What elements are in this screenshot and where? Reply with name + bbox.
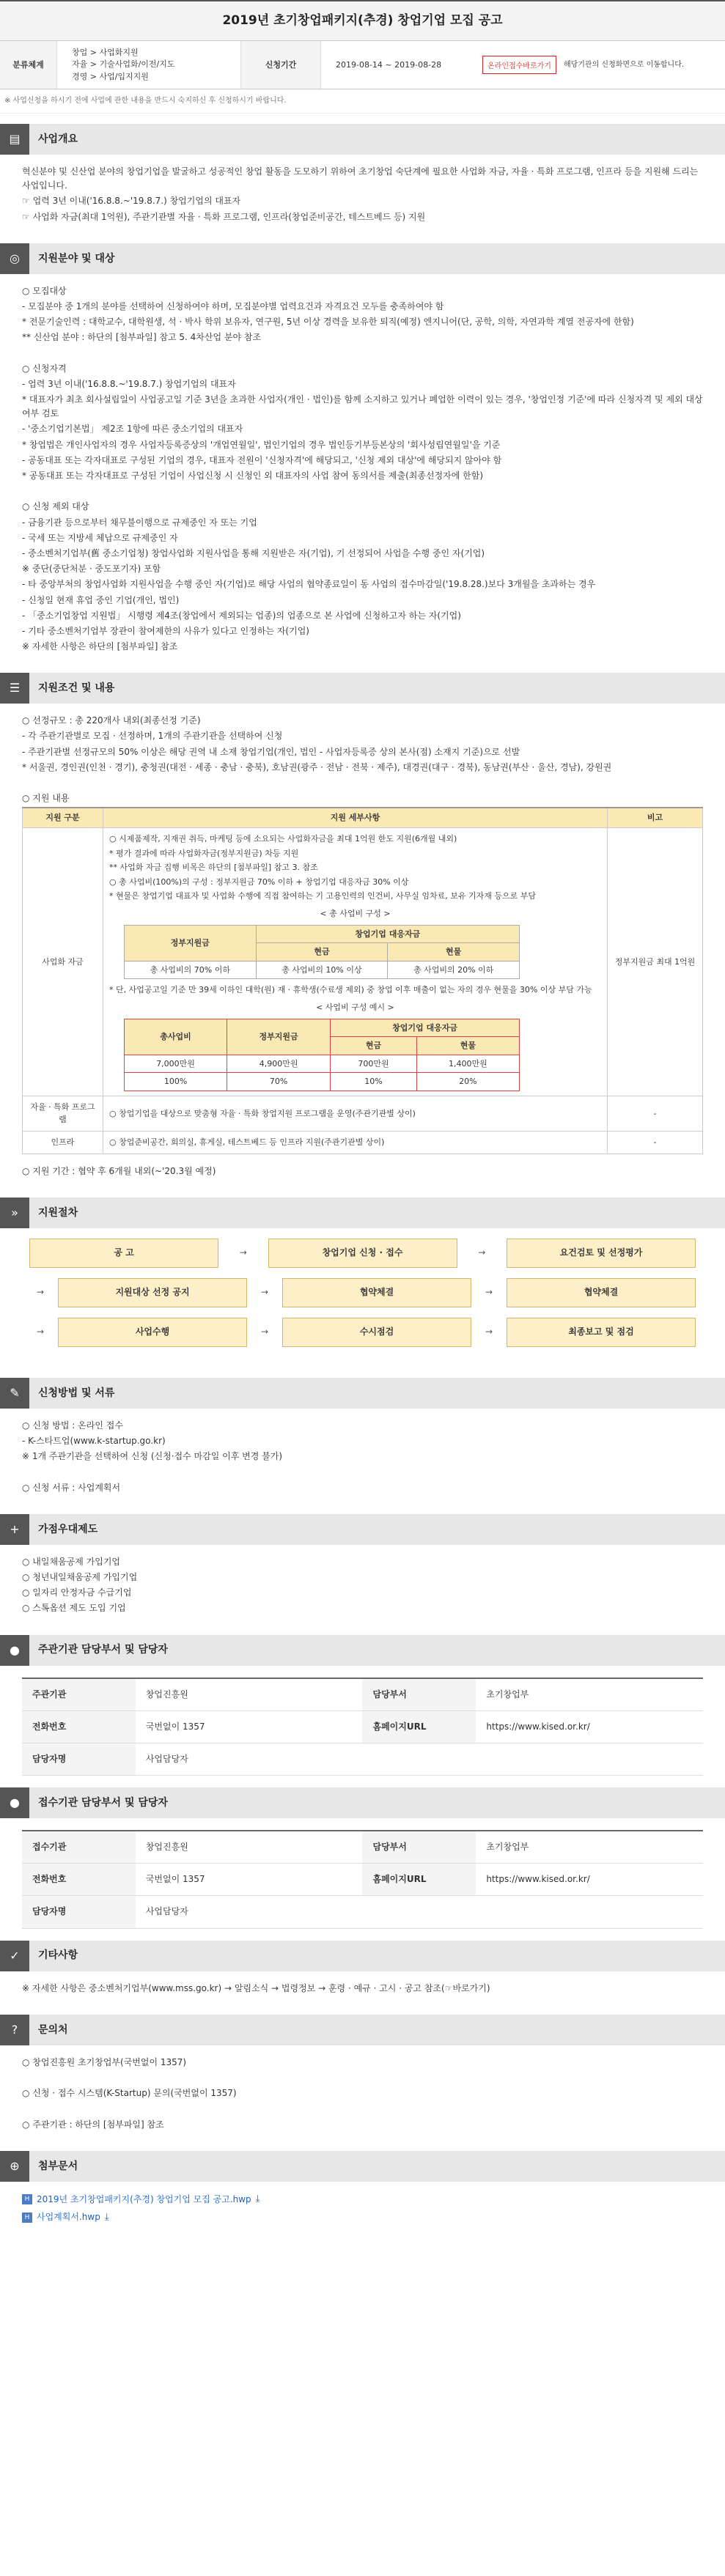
table-cell: 총 사업비의 70% 이하 <box>125 961 257 979</box>
caption: < 사업비 구성 예시 > <box>316 1002 394 1012</box>
text-line <box>22 484 703 498</box>
section-title: 기타사항 <box>38 1949 78 1962</box>
table-header: 담당부서 <box>362 1678 476 1711</box>
section-title: 첨부문서 <box>38 2160 78 2172</box>
table-cell <box>476 1743 703 1775</box>
table-cell: 창업진흥원 <box>136 1831 363 1864</box>
text-line: - 주관기관별 선정규모의 50% 이상은 해당 권역 내 소재 창업기업(개인, 법인 - 사업자등록증 상의 본사(점) 소재지 기준)으로 선발 <box>22 746 520 757</box>
table-header: 담당자명 <box>22 1743 136 1775</box>
table-header: 비고 <box>608 808 703 827</box>
text-line: ** 사업화 자금 집행 비목은 하단의 [첨부파일] 참고 3. 참조 <box>109 863 318 873</box>
text-line: * 전문기술인력 : 대학교수, 대학원생, 석 · 박사 학위 보유자, 연구원, 5년 이상 경력을 보유한 퇴직(예정) 엔지니어(단, 공학, 의학, 자연과학 계열 전공자에 한함) <box>22 317 634 328</box>
text-line: * 창업법은 개인사업자의 경우 사업자등록증상의 '개업연월일', 법인기업의 경우 법인등기부등본상의 '회사성립연월일'을 기준 <box>22 439 501 450</box>
text-line: ※ 중단(중단처분 · 중도포기자) 포함 <box>22 564 161 575</box>
attachment-list <box>0 2182 725 2239</box>
text-line: ※ 1개 주관기관을 선택하여 신청 (신청·접수 마감일 이후 변경 불가) <box>22 1451 282 1462</box>
section-title: 지원조건 및 내용 <box>38 682 115 695</box>
text-line: - 기타 중소벤처기업부 장관이 참여제한의 사유가 있다고 인정하는 자(기업) <box>22 625 309 636</box>
section-title: 사업개요 <box>38 133 78 145</box>
section-body <box>0 704 725 1187</box>
table-cell: 10% <box>331 1073 417 1091</box>
text-line: - 신청일 현재 휴업 중인 기업(개인, 법인) <box>22 594 180 605</box>
text-line: - '중소기업기본법」 제2조 1항에 따른 중소기업의 대표자 <box>22 424 243 435</box>
category-item: 창업 > 사업화지원 <box>72 47 139 57</box>
table-header: 현금 <box>256 943 388 962</box>
text-line <box>22 347 703 361</box>
hwp-file-icon: H <box>22 2213 32 2223</box>
text-line: - 공동대표 또는 각자대표로 구성된 기업의 경우, 대표자 전원이 '신청자격'에 해당되고, '신청 제외 대상'에 해당되지 않아야 함 <box>22 454 502 465</box>
section-header <box>0 1514 725 1545</box>
text-line: * 평가 결과에 따라 사업화자금(정부지원금) 차등 지원 <box>109 848 299 858</box>
section-header <box>0 1787 725 1818</box>
table-header: 전화번호 <box>22 1710 136 1743</box>
download-icon[interactable]: ⤓ <box>255 2193 260 2204</box>
text-line: ○ 내일채움공제 가입기업 <box>22 1556 121 1567</box>
table-cell: 1,400만원 <box>416 1055 519 1073</box>
download-icon[interactable]: ⤓ <box>104 2211 109 2223</box>
table-header: 주관기관 <box>22 1678 136 1711</box>
table-header: 전화번호 <box>22 1864 136 1896</box>
text-line: ※ 자세한 사항은 하단의 [첨부파일] 참조 <box>22 641 178 652</box>
table-cell <box>476 1896 703 1928</box>
table-header: 정부지원금 <box>125 925 257 961</box>
section-title: 지원절차 <box>38 1206 78 1219</box>
section-header <box>0 1197 725 1228</box>
section-body <box>0 2045 725 2141</box>
table-header: 정부지원금 <box>227 1019 331 1055</box>
section-header <box>0 1941 725 1971</box>
table-header: 접수기관 <box>22 1831 136 1864</box>
table-cell: 자율 · 특화 프로그램 <box>23 1096 103 1131</box>
table-header: 홈페이지URL <box>362 1710 476 1743</box>
attachment-item <box>22 2210 703 2226</box>
text-line: ○ 일자리 안정자금 수급기업 <box>22 1587 132 1598</box>
online-apply-button[interactable]: 온라인접수바로가기 <box>482 56 556 74</box>
question-icon: ? <box>0 2015 29 2045</box>
section-header <box>0 124 725 155</box>
process-step: 최종보고 및 점검 <box>507 1318 696 1347</box>
table-cell: 정부지원금 최대 1억원 <box>608 827 703 1096</box>
table-cell: 사업화 자금 <box>23 827 103 1096</box>
table-cell: 4,900만원 <box>227 1055 331 1073</box>
section-body <box>0 155 725 233</box>
section-header <box>0 1378 725 1409</box>
section-header <box>0 673 725 704</box>
text-line: ○ 신청 · 접수 시스템(K-Startup) 문의(국번없이 1357) <box>22 2088 237 2099</box>
text-line: - 국세 또는 지방세 체납으로 규제중인 자 <box>22 532 178 543</box>
contact-table <box>22 1678 703 1776</box>
section-header <box>0 243 725 274</box>
text-line: * 서울권, 경인권(인천 · 경기), 충청권(대전 · 세종 · 충남 · 충북), 호남권(광주 · 전남 · 전북 · 제주), 대경권(대구 · 경북), 동남권(부산 · 울산, 경남), 강원권 <box>22 761 612 772</box>
text-line: ○ 지원 내용 <box>22 793 70 804</box>
table-cell: 국번없이 1357 <box>136 1864 363 1896</box>
text-line: ○ 총 사업비(100%)의 구성 : 정부지원금 70% 이하 + 창업기업 대응자금 30% 이상 <box>109 876 409 887</box>
category-list <box>57 47 240 84</box>
contact-table <box>22 1830 703 1929</box>
category-label: 분류체계 <box>0 41 57 89</box>
text-line: ○ 주관기관 : 하단의 [첨부파일] 참조 <box>22 2119 164 2130</box>
text-line: ○ 창업진흥원 초기창업부(국번없이 1357) <box>22 2056 187 2067</box>
section-title: 가점우대제도 <box>38 1523 98 1535</box>
process-flow <box>0 1228 725 1368</box>
table-cell: https://www.kised.or.kr/ <box>476 1710 703 1743</box>
section-body <box>0 1409 725 1504</box>
table-header: 지원 세부사항 <box>103 808 608 827</box>
process-step: 공 고 <box>29 1239 218 1268</box>
section-title: 접수기관 담당부서 및 담당자 <box>38 1796 168 1809</box>
table-header: 담당자명 <box>22 1896 136 1928</box>
process-step: 사업수행 <box>58 1318 247 1347</box>
table-cell: 100% <box>125 1073 227 1091</box>
text-line: * 공동대표 또는 각자대표로 구성된 기업이 사업신청 시 신청인 외 대표자의 사업 참여 동의서를 제출(최종선정자에 한함) <box>22 470 484 481</box>
section-title: 문의처 <box>38 2023 68 2036</box>
document-icon: ▤ <box>0 124 29 155</box>
hwp-file-icon: H <box>22 2194 32 2204</box>
text-line: - 「중소기업창업 지원법」 시행령 제4조(창업에서 제외되는 업종)의 업종으로 본 사업에 신청하고자 하는 자(기업) <box>22 610 461 621</box>
plus-icon: + <box>0 1514 29 1545</box>
example-table <box>124 1019 520 1091</box>
text-line: - 모집분야 중 1개의 분야를 선택하여 신청하여야 하며, 모집분야별 업력요건과 자격요건 모두를 충족하여야 함 <box>22 300 444 311</box>
text-line: ○ 신청 서류 : 사업계획서 <box>22 1482 121 1493</box>
table-header: 담당부서 <box>362 1831 476 1864</box>
table-cell <box>103 827 608 1096</box>
user-icon: ● <box>0 1787 29 1818</box>
table-header: 창업기업 대응자금 <box>256 925 519 943</box>
text-line: ** 신산업 분야 : 하단의 [첨부파일] 참고 5. 4차산업 분야 참조 <box>22 332 262 343</box>
process-step: 협약체결 <box>507 1278 696 1307</box>
attachment-icon: ⊕ <box>0 2151 29 2182</box>
arrow-icon: → <box>239 1247 247 1258</box>
budget-table <box>124 925 520 980</box>
support-period: ○ 지원 기간 : 협약 후 6개월 내외(~'20.3월 예정) <box>22 1165 216 1176</box>
table-header: 창업기업 대응자금 <box>331 1019 520 1037</box>
text-line: ○ 신청자격 <box>22 363 67 374</box>
text-line <box>22 2071 703 2085</box>
meta-row <box>0 41 725 89</box>
table-cell: 사업담당자 <box>136 1743 363 1775</box>
section-title: 지원분야 및 대상 <box>38 252 115 265</box>
text-line: ☞ 사업화 자금(최대 1억원), 주관기관별 자율 · 특화 프로그램, 인프라(창업준비공간, 테스트베드 등) 지원 <box>22 211 426 222</box>
process-step: 협약체결 <box>282 1278 471 1307</box>
table-header: 총사업비 <box>125 1019 227 1055</box>
text-line: - 타 중앙부처의 창업사업화 지원사업을 수행 중인 자(기업)로 해당 사업의 협약종료일이 동 사업의 접수마감일('19.8.28.)보다 3개월을 초과하는 경우 <box>22 579 596 590</box>
section-body <box>0 274 725 663</box>
attachment-item <box>22 2192 703 2207</box>
text-line: * 현물은 창업기업 대표자 및 사업화 수행에 직접 참여하는 기 고용인력의 인건비, 사무실 임차료, 보유 기자재 등으로 부담 <box>109 891 536 901</box>
arrow-icon: → <box>485 1287 493 1298</box>
section-header <box>0 1635 725 1666</box>
page-title: 2019년 초기창업패키지(추경) 창업기업 모집 공고 <box>222 12 503 28</box>
arrow-icon: → <box>478 1247 486 1258</box>
table-cell: ○ 창업기업을 대상으로 맞춤형 자율 · 특화 창업지원 프로그램을 운영(주관기관별 상이) <box>103 1096 608 1131</box>
text-line <box>22 2102 703 2116</box>
category-item: 경영 > 사업/입지지원 <box>72 71 149 81</box>
table-header <box>362 1743 476 1775</box>
text-line: ○ 신청 제외 대상 <box>22 501 89 512</box>
table-cell: 총 사업비의 20% 이하 <box>388 961 520 979</box>
table-cell: 총 사업비의 10% 이상 <box>256 961 388 979</box>
text-line: ○ 시제품제작, 지재권 취득, 마케팅 등에 소요되는 사업화자금을 최대 1억원 한도 지원(6개월 내외) <box>109 833 457 844</box>
text-line: - 각 주관기관별로 모집 · 선정하며, 1개의 주관기관을 선택하여 신청 <box>22 731 283 742</box>
table-cell: 사업담당자 <box>136 1896 363 1928</box>
notice-text: ※ 사업신청을 하시기 전에 사업에 관한 내용을 반드시 숙지하신 후 신청하시기 바랍니다. <box>0 89 725 114</box>
arrow-icon: → <box>36 1287 45 1298</box>
table-cell: - <box>608 1132 703 1154</box>
arrow-icon: → <box>485 1326 493 1337</box>
text-line <box>22 1465 703 1479</box>
table-header: 현물 <box>416 1037 519 1055</box>
text-line: - 업력 3년 이내('16.8.8.~'19.8.7.) 창업기업의 대표자 <box>22 378 236 389</box>
table-cell: ○ 창업준비공간, 회의실, 휴게실, 테스트베드 등 인프라 지원(주관기관별 상이) <box>103 1132 608 1154</box>
table-cell: 인프라 <box>23 1132 103 1154</box>
caption: < 총 사업비 구성 > <box>320 908 391 918</box>
section-body <box>0 1545 725 1625</box>
text-line: ○ 스톡옵션 제도 도입 기업 <box>22 1603 126 1614</box>
apply-note: 해당기관의 신청화면으로 이동합니다. <box>563 60 685 69</box>
section-title: 신청방법 및 서류 <box>38 1387 115 1399</box>
text-line: - 금융기관 등으로부터 채무불이행으로 규제중인 자 또는 기업 <box>22 517 257 528</box>
process-step: 수시점검 <box>282 1318 471 1347</box>
arrow-icon: → <box>260 1326 269 1337</box>
table-cell: 국번없이 1357 <box>136 1710 363 1743</box>
fast-forward-icon: » <box>0 1197 29 1228</box>
category-item: 자율 > 기술사업화/이전/지도 <box>72 59 175 70</box>
text-line <box>22 776 703 790</box>
section-body <box>0 1971 725 2004</box>
table-header: 현금 <box>331 1037 417 1055</box>
list-icon: ☰ <box>0 673 29 704</box>
text-line: 혁신분야 및 신산업 분야의 창업기업을 발굴하고 성공적인 창업 활동을 도모하기 위하여 초기창업 숙단계에 필요한 사업화 자금, 자율 · 특화 프로그램, 인프라 등을 지원해 드리는 사업입니다. <box>22 166 699 191</box>
text-line: ○ 청년내일채움공제 가입기업 <box>22 1571 138 1582</box>
text-line: ○ 모집대상 <box>22 285 67 296</box>
text-line: * 대표자가 최초 회사설립일이 사업공고일 기준 3년을 초과한 사업자(개인 · 법인)를 함께 소지하고 있거나 폐업한 이력이 있는 경우, '창업인정 기준'에 따라 신청자격 및 제외 대상 여부 검토 <box>22 394 703 419</box>
section-title: 주관기관 담당부서 및 담당자 <box>38 1644 168 1656</box>
table-cell: 7,000만원 <box>125 1055 227 1073</box>
check-icon: ✓ <box>0 1941 29 1971</box>
support-table <box>22 807 703 1154</box>
target-icon: ◎ <box>0 243 29 274</box>
user-icon: ● <box>0 1635 29 1666</box>
table-cell: https://www.kised.or.kr/ <box>476 1864 703 1896</box>
edit-icon: ✎ <box>0 1378 29 1409</box>
etc-text[interactable]: ※ 자세한 사항은 중소벤처기업부(www.mss.go.kr) → 알림소식 → 법령정보 → 훈령 · 예규 · 고시 · 공고 참조(☞바로가기) <box>22 1982 490 1993</box>
table-cell: 초기창업부 <box>476 1831 703 1864</box>
text-line: - 중소벤처기업부(舊 중소기업청) 창업사업화 지원사업을 통해 지원받은 자(기업), 기 선정되어 사업을 수행 중인 자(기업) <box>22 547 485 558</box>
section-header <box>0 2151 725 2182</box>
process-step: 요건검토 및 선정평가 <box>507 1239 696 1268</box>
text-line: - K-스타트업(www.k-startup.go.kr) <box>22 1436 166 1447</box>
arrow-icon: → <box>260 1287 269 1298</box>
attachment-link[interactable]: 사업계획서.hwp <box>37 2212 100 2223</box>
text-line: ○ 신청 방법 : 온라인 접수 <box>22 1420 123 1431</box>
process-step: 창업기업 신청 · 접수 <box>268 1239 457 1268</box>
table-header <box>362 1896 476 1928</box>
text-line: ○ 선정규모 : 총 220개사 내외(최종선정 기준) <box>22 715 201 726</box>
table-header: 홈페이지URL <box>362 1864 476 1896</box>
attachment-link[interactable]: 2019년 초기창업패키지(추경) 창업기업 모집 공고.hwp <box>37 2193 251 2204</box>
table-header: 지원 구분 <box>23 808 103 827</box>
text-line: ☞ 업력 3년 이내('16.8.8.~'19.8.7.) 창업기업의 대표자 <box>22 196 241 207</box>
title-bar <box>0 0 725 41</box>
section-header <box>0 2015 725 2045</box>
period-label: 신청기간 <box>240 41 321 89</box>
note-text: * 단, 사업공고일 기준 만 39세 이하인 대학(원) 재 · 휴학생(수료생 제외) 중 창업 이후 매출이 없는 자의 경우 현물을 30% 이상 부담 가능 <box>109 985 592 995</box>
arrow-icon: → <box>36 1326 45 1337</box>
table-header: 현물 <box>388 943 520 962</box>
table-cell: 70% <box>227 1073 331 1091</box>
table-cell: 창업진흥원 <box>136 1678 363 1711</box>
period-value: 2019-08-14 ~ 2019-08-28 <box>336 59 442 70</box>
table-cell: 초기창업부 <box>476 1678 703 1711</box>
table-cell: - <box>608 1096 703 1131</box>
table-cell: 20% <box>416 1073 519 1091</box>
table-cell: 700만원 <box>331 1055 417 1073</box>
process-step: 지원대상 선정 공지 <box>58 1278 247 1307</box>
